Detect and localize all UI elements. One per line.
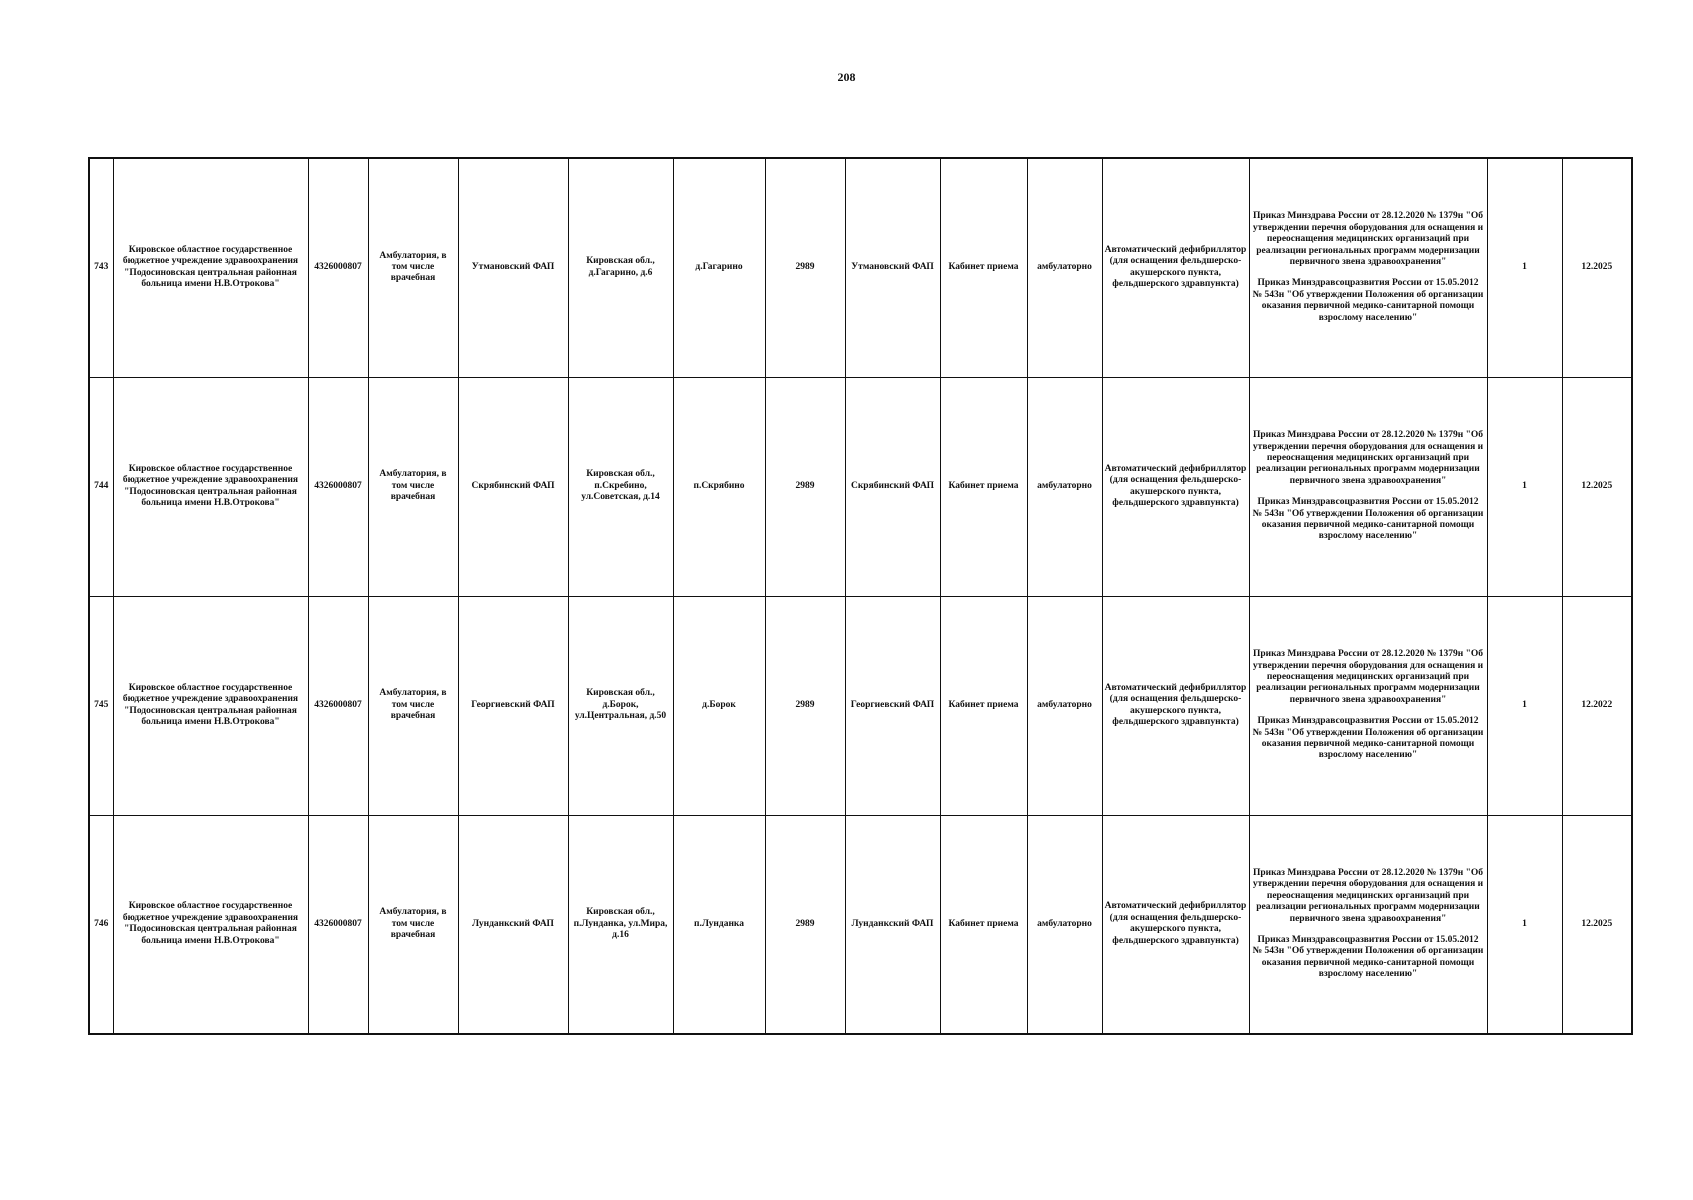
address: Кировская обл., д.Гагарино, д.6 bbox=[568, 158, 673, 377]
address: Кировская обл., п.Лунданка, ул.Мира, д.16 bbox=[568, 815, 673, 1034]
inn-code: 4326000807 bbox=[308, 158, 368, 377]
quantity: 1 bbox=[1487, 596, 1562, 815]
locality: д.Гагарино bbox=[673, 158, 765, 377]
legal-basis-order-2: Приказ Минздравсоцразвития России от 15.05.2012 № 543н "Об утверждении Положения об организации оказания первичной медико-санитарной помощи взрослому населению" bbox=[1252, 716, 1484, 761]
quantity: 1 bbox=[1487, 377, 1562, 596]
facility-type: Амбулатория, в том числе врачебная bbox=[368, 596, 458, 815]
quantity: 1 bbox=[1487, 815, 1562, 1034]
inn-code: 4326000807 bbox=[308, 815, 368, 1034]
organization-name: Кировское областное государственное бюджетное учреждение здравоохранения "Подосиновская центральная районная больница имени Н.В.Отрокова" bbox=[113, 377, 308, 596]
facility-type: Амбулатория, в том числе врачебная bbox=[368, 158, 458, 377]
row-number: 744 bbox=[89, 377, 113, 596]
care-form: амбулаторно bbox=[1027, 158, 1102, 377]
locality: д.Борок bbox=[673, 596, 765, 815]
organization-name: Кировское областное государственное бюджетное учреждение здравоохранения "Подосиновская центральная районная больница имени Н.В.Отрокова" bbox=[113, 158, 308, 377]
legal-basis-order-1: Приказ Минздрава России от 28.12.2020 № 1379н "Об утверждении перечня оборудования для оснащения и переоснащения медицинских организаций при реализации региональных программ модернизации первичного звена здравоохранения" bbox=[1252, 211, 1484, 268]
address: Кировская обл., п.Скребино, ул.Советская, д.14 bbox=[568, 377, 673, 596]
row-number: 743 bbox=[89, 158, 113, 377]
equipment: Автоматический дефибриллятор (для оснащения фельдшерско-акушерского пункта, фельдшерского здравпункта) bbox=[1102, 815, 1249, 1034]
row-number: 746 bbox=[89, 815, 113, 1034]
unit-name: Георгиевский ФАП bbox=[458, 596, 568, 815]
organization-name: Кировское областное государственное бюджетное учреждение здравоохранения "Подосиновская центральная районная больница имени Н.В.Отрокова" bbox=[113, 815, 308, 1034]
table-row bbox=[89, 815, 1632, 1034]
inn-code: 4326000807 bbox=[308, 596, 368, 815]
room: Кабинет приема bbox=[940, 596, 1027, 815]
room: Кабинет приема bbox=[940, 158, 1027, 377]
table-row bbox=[89, 377, 1632, 596]
facility-name: Георгиевский ФАП bbox=[845, 596, 940, 815]
delivery-date: 12.2025 bbox=[1562, 815, 1632, 1034]
delivery-date: 12.2025 bbox=[1562, 377, 1632, 596]
locality: п.Скрябино bbox=[673, 377, 765, 596]
facility-name: Лунданкский ФАП bbox=[845, 815, 940, 1034]
care-form: амбулаторно bbox=[1027, 377, 1102, 596]
facility-name: Скрябинский ФАП bbox=[845, 377, 940, 596]
care-form: амбулаторно bbox=[1027, 815, 1102, 1034]
population: 2989 bbox=[765, 596, 845, 815]
table-row bbox=[89, 158, 1632, 377]
population: 2989 bbox=[765, 815, 845, 1034]
page-number: 208 bbox=[837, 70, 856, 84]
legal-basis bbox=[1249, 815, 1487, 1034]
room: Кабинет приема bbox=[940, 815, 1027, 1034]
address: Кировская обл., д.Борок, ул.Центральная, д.50 bbox=[568, 596, 673, 815]
organization-name: Кировское областное государственное бюджетное учреждение здравоохранения "Подосиновская центральная районная больница имени Н.В.Отрокова" bbox=[113, 596, 308, 815]
population: 2989 bbox=[765, 158, 845, 377]
equipment: Автоматический дефибриллятор (для оснащения фельдшерско-акушерского пункта, фельдшерского здравпункта) bbox=[1102, 596, 1249, 815]
quantity: 1 bbox=[1487, 158, 1562, 377]
unit-name: Утмановский ФАП bbox=[458, 158, 568, 377]
row-number: 745 bbox=[89, 596, 113, 815]
equipment-register-table bbox=[88, 157, 1633, 1035]
care-form: амбулаторно bbox=[1027, 596, 1102, 815]
delivery-date: 12.2022 bbox=[1562, 596, 1632, 815]
legal-basis bbox=[1249, 158, 1487, 377]
population: 2989 bbox=[765, 377, 845, 596]
locality: п.Лунданка bbox=[673, 815, 765, 1034]
equipment: Автоматический дефибриллятор (для оснащения фельдшерско-акушерского пункта, фельдшерского здравпункта) bbox=[1102, 377, 1249, 596]
legal-basis-order-2: Приказ Минздравсоцразвития России от 15.05.2012 № 543н "Об утверждении Положения об организации оказания первичной медико-санитарной помощи взрослому населению" bbox=[1252, 278, 1484, 323]
legal-basis bbox=[1249, 377, 1487, 596]
inn-code: 4326000807 bbox=[308, 377, 368, 596]
unit-name: Лунданкский ФАП bbox=[458, 815, 568, 1034]
facility-type: Амбулатория, в том числе врачебная bbox=[368, 377, 458, 596]
legal-basis-order-1: Приказ Минздрава России от 28.12.2020 № 1379н "Об утверждении перечня оборудования для оснащения и переоснащения медицинских организаций при реализации региональных программ модернизации первичного звена здравоохранения" bbox=[1252, 867, 1484, 924]
delivery-date: 12.2025 bbox=[1562, 158, 1632, 377]
legal-basis-order-1: Приказ Минздрава России от 28.12.2020 № 1379н "Об утверждении перечня оборудования для оснащения и переоснащения медицинских организаций при реализации региональных программ модернизации первичного звена здравоохранения" bbox=[1252, 430, 1484, 486]
room: Кабинет приема bbox=[940, 377, 1027, 596]
facility-name: Утмановский ФАП bbox=[845, 158, 940, 377]
legal-basis-order-2: Приказ Минздравсоцразвития России от 15.05.2012 № 543н "Об утверждении Положения об организации оказания первичной медико-санитарной помощи взрослому населению" bbox=[1252, 497, 1484, 542]
legal-basis-order-1: Приказ Минздрава России от 28.12.2020 № 1379н "Об утверждении перечня оборудования для оснащения и переоснащения медицинских организаций при реализации региональных программ модернизации первичного звена здравоохранения" bbox=[1252, 649, 1484, 705]
facility-type: Амбулатория, в том числе врачебная bbox=[368, 815, 458, 1034]
equipment: Автоматический дефибриллятор (для оснащения фельдшерско-акушерского пункта, фельдшерского здравпункта) bbox=[1102, 158, 1249, 377]
legal-basis-order-2: Приказ Минздравсоцразвития России от 15.05.2012 № 543н "Об утверждении Положения об организации оказания первичной медико-санитарной помощи взрослому населению" bbox=[1252, 934, 1484, 980]
legal-basis bbox=[1249, 596, 1487, 815]
unit-name: Скрябинский ФАП bbox=[458, 377, 568, 596]
table-row bbox=[89, 596, 1632, 815]
